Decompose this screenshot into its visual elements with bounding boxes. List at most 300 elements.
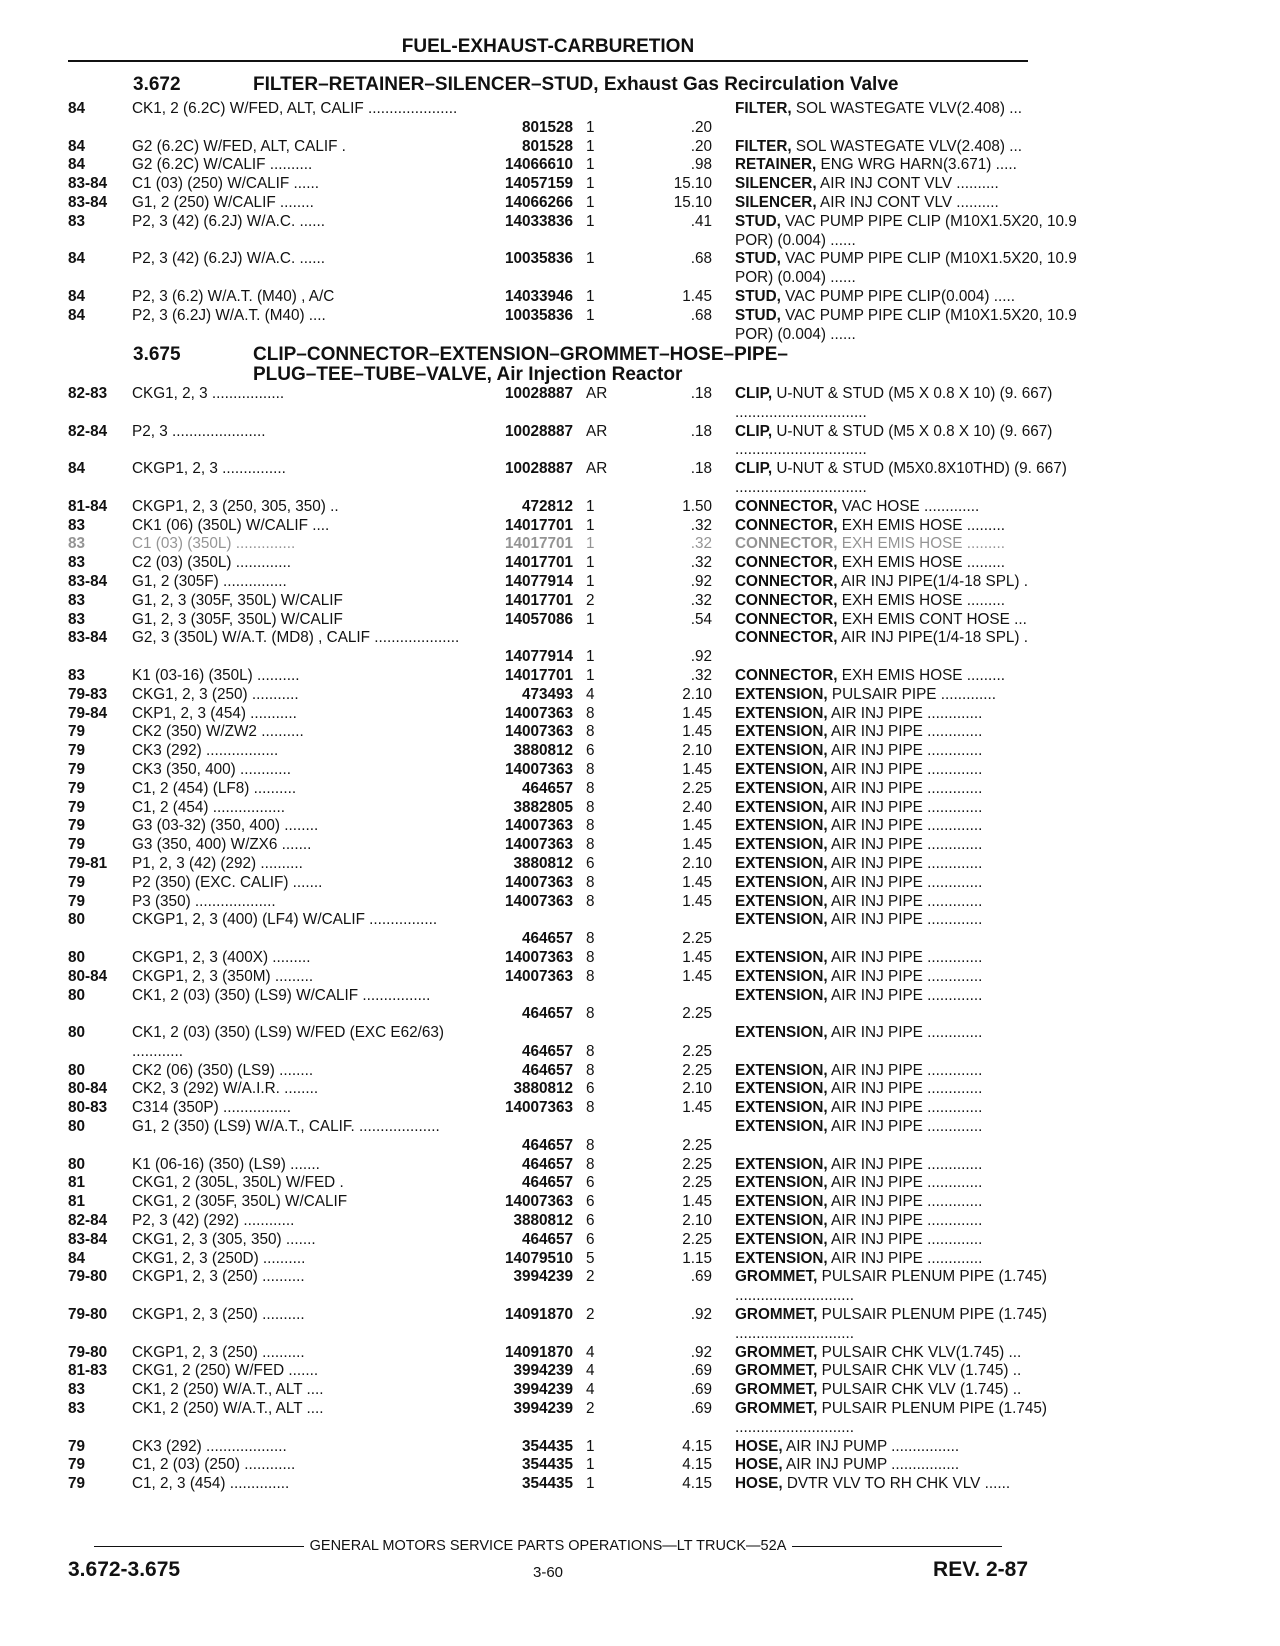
quantity: 5 — [586, 1249, 595, 1267]
application: CKG1, 2 (305L, 350L) W/FED . — [132, 1174, 344, 1192]
section-number: 3.675 — [133, 344, 181, 365]
price: .32 — [690, 516, 712, 534]
application: CK2, 3 (292) W/A.I.R. ........ — [132, 1080, 319, 1098]
part-detail: PULSAIR PLENUM PIPE (1.745) ............................ — [735, 1306, 1047, 1342]
part-detail: PULSAIR CHK VLV(1.745) ... — [817, 1343, 1022, 1361]
application: CK3 (292) ................. — [132, 742, 279, 760]
model-year: 84 — [68, 100, 86, 117]
part-name: GROMMET, — [735, 1343, 818, 1361]
part-name: EXTENSION, — [735, 854, 828, 872]
part-number: 10028887 — [504, 460, 573, 478]
quantity: AR — [586, 385, 608, 402]
part-detail: AIR INJ PIPE ............. — [827, 1212, 983, 1230]
price: 2.25 — [682, 1061, 712, 1079]
part-description — [735, 742, 1095, 761]
application: P3 (350) ................... — [132, 892, 276, 910]
application: P2 (350) (EXC. CALIF) ....... — [132, 873, 323, 891]
part-description — [735, 535, 1095, 554]
quantity: 1 — [586, 572, 595, 590]
part-number: 464657 — [521, 1155, 573, 1173]
part-name: SILENCER, — [735, 175, 817, 193]
application: P2, 3 (42) (6.2J) W/A.C. ...... — [132, 250, 325, 268]
model-year: 84 — [68, 250, 86, 268]
part-row — [68, 893, 1028, 912]
part-row — [68, 1062, 1028, 1081]
part-detail: AIR INJ PIPE ............. — [827, 779, 983, 797]
part-name: CLIP, — [735, 422, 773, 440]
part-number: 3994239 — [513, 1268, 573, 1286]
part-description — [735, 1268, 1095, 1306]
application: CKG1, 2, 3 (250) ........... — [132, 685, 299, 703]
model-year: 83-84 — [68, 572, 108, 590]
application: P2, 3 (6.2J) W/A.T. (M40) .... — [132, 306, 326, 324]
part-detail: ENG WRG HARN(3.671) ..... — [816, 156, 1017, 174]
part-name: GROMMET, — [735, 1400, 818, 1418]
price: 1.45 — [682, 948, 712, 966]
quantity: 8 — [586, 1005, 595, 1023]
quantity: 8 — [586, 873, 595, 891]
price: .54 — [690, 610, 712, 628]
quantity: AR — [586, 422, 608, 440]
model-year: 80 — [68, 948, 86, 966]
price: 2.10 — [682, 685, 712, 703]
part-name: EXTENSION, — [735, 1249, 828, 1267]
part-number: 14079510 — [504, 1249, 573, 1267]
price: 2.10 — [682, 742, 712, 760]
part-description — [735, 1193, 1095, 1212]
part-description — [735, 517, 1095, 536]
part-name: STUD, — [735, 250, 781, 268]
part-detail: AIR INJ PIPE ............. — [827, 817, 983, 835]
part-row — [68, 156, 1028, 175]
application: CK1, 2 (250) W/A.T., ALT .... — [132, 1400, 324, 1418]
part-detail: VAC PUMP PIPE CLIP(0.004) ..... — [780, 287, 1015, 305]
price: 1.45 — [682, 892, 712, 910]
part-description — [735, 1118, 1095, 1156]
application: CKGP1, 2, 3 (250, 305, 350) .. — [132, 497, 339, 515]
model-year: 83-84 — [68, 629, 108, 647]
price: 2.25 — [682, 1155, 712, 1173]
part-description — [735, 1400, 1095, 1438]
price: 15.10 — [673, 193, 712, 211]
part-description — [735, 911, 1095, 949]
application: C1, 2 (03) (250) ............ — [132, 1456, 296, 1474]
part-name: EXTENSION, — [735, 1024, 828, 1042]
price: 1.45 — [682, 817, 712, 835]
price: .32 — [690, 535, 712, 553]
part-number: 14057159 — [504, 175, 573, 193]
part-detail: AIR INJ PIPE ............. — [827, 1024, 983, 1042]
part-name: EXTENSION, — [735, 1099, 828, 1117]
part-number: 14007363 — [504, 1099, 573, 1117]
part-name: EXTENSION, — [735, 967, 828, 985]
part-name: EXTENSION, — [735, 760, 828, 778]
part-detail: EXH EMIS HOSE ......... — [837, 666, 1006, 684]
model-year: 79-81 — [68, 854, 108, 872]
part-row — [68, 1212, 1028, 1231]
price: .69 — [690, 1268, 712, 1286]
part-number: 14017701 — [504, 666, 573, 684]
part-row — [68, 422, 1053, 461]
price: .18 — [690, 422, 712, 440]
application: G3 (350, 400) W/ZX6 ....... — [132, 836, 312, 854]
part-detail: EXH EMIS HOSE ......... — [837, 591, 1006, 609]
part-detail: AIR INJ PIPE ............. — [827, 854, 983, 872]
quantity: 8 — [586, 1136, 595, 1154]
part-detail: AIR INJ PIPE(1/4-18 SPL) . — [837, 629, 1028, 647]
model-year: 80-84 — [68, 967, 108, 985]
model-year: 80 — [68, 986, 86, 1004]
price: 1.50 — [682, 497, 712, 515]
model-year: 81 — [68, 1174, 86, 1192]
quantity: 4 — [586, 1381, 595, 1399]
application: CKP1, 2, 3 (454) ........... — [132, 704, 297, 722]
part-description — [735, 874, 1095, 893]
application: G2, 3 (350L) W/A.T. (MD8) , CALIF .................... — [132, 629, 460, 647]
part-row — [68, 1174, 1028, 1193]
part-number: 14007363 — [504, 967, 573, 985]
footer-publisher — [68, 1538, 1028, 1554]
part-number: 464657 — [521, 930, 573, 948]
part-name: FILTER, — [735, 137, 792, 155]
part-detail: AIR INJ PIPE ............. — [827, 948, 983, 966]
part-number: 3882805 — [513, 798, 573, 816]
part-number: 464657 — [521, 1005, 573, 1023]
part-description — [735, 213, 1095, 251]
part-description — [735, 156, 1095, 175]
quantity: 1 — [586, 535, 595, 553]
application: CK2 (350) W/ZW2 .......... — [132, 723, 304, 741]
model-year: 81-83 — [68, 1362, 108, 1380]
model-year: 80 — [68, 911, 86, 929]
part-number: 14066610 — [504, 156, 573, 174]
part-number: 464657 — [521, 1174, 573, 1192]
part-number: 14007363 — [504, 723, 573, 741]
part-row — [68, 1381, 1028, 1400]
section-heading-3675 — [133, 345, 788, 385]
price: .41 — [690, 212, 712, 230]
part-detail: AIR INJ PIPE ............. — [827, 911, 983, 929]
part-description — [735, 723, 1095, 742]
part-detail: AIR INJ CONT VLV .......... — [816, 193, 999, 211]
price: 4.15 — [682, 1475, 712, 1493]
part-row — [68, 987, 1028, 1025]
part-row — [68, 968, 1028, 987]
footer-publisher-text: GENERAL MOTORS SERVICE PARTS OPERATIONS—LT TRUCK—52A — [309, 1538, 787, 1554]
price: .18 — [690, 385, 712, 402]
model-year: 79 — [68, 873, 86, 891]
part-row — [68, 780, 1028, 799]
part-name: GROMMET, — [735, 1381, 818, 1399]
part-description — [735, 498, 1095, 517]
part-description — [735, 1174, 1095, 1193]
part-name: GROMMET, — [735, 1362, 818, 1380]
price: 2.10 — [682, 1080, 712, 1098]
quantity: 8 — [586, 967, 595, 985]
part-row — [68, 592, 1028, 611]
part-description — [735, 817, 1095, 836]
part-description — [735, 1212, 1095, 1231]
part-detail: VAC PUMP PIPE CLIP (M10X1.5X20, 10.9 POR) (0.004) ...... — [735, 212, 1077, 249]
part-name: EXTENSION, — [735, 723, 828, 741]
part-description — [735, 194, 1095, 213]
part-number: 354435 — [521, 1475, 573, 1493]
model-year: 84 — [68, 460, 86, 478]
quantity: 8 — [586, 779, 595, 797]
part-number: 14017701 — [504, 516, 573, 534]
part-number: 14007363 — [504, 873, 573, 891]
quantity: 4 — [586, 685, 595, 703]
part-name: CONNECTOR, — [735, 666, 838, 684]
part-row — [68, 250, 1077, 288]
quantity: 8 — [586, 1061, 595, 1079]
price: 1.45 — [682, 1099, 712, 1117]
part-description — [735, 288, 1095, 307]
part-detail: AIR INJ PIPE ............. — [827, 836, 983, 854]
application: P2, 3 (42) (292) ............ — [132, 1212, 295, 1230]
price: 2.10 — [682, 1212, 712, 1230]
part-number: 14033946 — [504, 287, 573, 305]
footer-rule-left — [94, 1546, 304, 1547]
part-detail: AIR INJ PIPE ............. — [827, 742, 983, 760]
part-name: STUD, — [735, 306, 781, 324]
part-description — [735, 836, 1095, 855]
part-detail: VAC PUMP PIPE CLIP (M10X1.5X20, 10.9 POR) (0.004) ...... — [735, 306, 1077, 343]
application: P2, 3 (6.2) W/A.T. (M40) , A/C — [132, 287, 335, 305]
part-name: EXTENSION, — [735, 986, 828, 1004]
part-number: 801528 — [521, 118, 573, 136]
price: 1.45 — [682, 760, 712, 778]
part-number: 14007363 — [504, 836, 573, 854]
part-row — [68, 517, 1028, 536]
application: C2 (03) (350L) ............. — [132, 554, 291, 572]
part-name: EXTENSION, — [735, 742, 828, 760]
application: G1, 2 (250) W/CALIF ........ — [132, 193, 314, 211]
model-year: 83 — [68, 610, 86, 628]
part-number: 14007363 — [504, 817, 573, 835]
quantity: 1 — [586, 212, 595, 230]
price: 1.45 — [682, 723, 712, 741]
part-name: GROMMET, — [735, 1306, 818, 1324]
part-name: EXTENSION, — [735, 1061, 828, 1079]
part-number: 10035836 — [504, 250, 573, 268]
application: G2 (6.2C) W/FED, ALT, CALIF . — [132, 137, 346, 155]
part-detail: AIR INJ PIPE ............. — [827, 986, 983, 1004]
quantity: 4 — [586, 1362, 595, 1380]
part-detail: AIR INJ PIPE ............. — [827, 1230, 983, 1248]
part-detail: AIR INJ PIPE(1/4-18 SPL) . — [837, 572, 1028, 590]
quantity: 8 — [586, 892, 595, 910]
part-number: 14017701 — [504, 535, 573, 553]
part-description — [735, 573, 1095, 592]
part-detail: PULSAIR PIPE ............. — [827, 685, 996, 703]
part-detail: AIR INJ CONT VLV .......... — [816, 175, 999, 193]
part-description — [735, 592, 1095, 611]
part-row — [68, 836, 1028, 855]
price: .69 — [690, 1381, 712, 1399]
quantity: 2 — [586, 591, 595, 609]
part-detail: AIR INJ PIPE ............. — [827, 1174, 983, 1192]
part-name: EXTENSION, — [735, 911, 828, 929]
quantity: 1 — [586, 1456, 595, 1474]
part-row — [68, 498, 1028, 517]
part-description — [735, 1099, 1095, 1118]
quantity: 2 — [586, 1306, 595, 1324]
part-name: CONNECTOR, — [735, 572, 838, 590]
part-description — [735, 705, 1095, 724]
part-name: EXTENSION, — [735, 948, 828, 966]
section-title-line2: PLUG–TEE–TUBE–VALVE, Air Injection Reactor — [253, 364, 683, 385]
part-number: 14077914 — [504, 648, 573, 666]
section-title-line1: CLIP–CONNECTOR–EXTENSION–GROMMET–HOSE–PIPE– — [253, 344, 788, 365]
part-detail: AIR INJ PIPE ............. — [827, 873, 983, 891]
part-number: 472812 — [521, 497, 573, 515]
part-name: HOSE, — [735, 1475, 783, 1493]
application: CKG1, 2, 3 (305, 350) ....... — [132, 1230, 316, 1248]
quantity: 2 — [586, 1400, 595, 1418]
part-description — [735, 1231, 1095, 1250]
part-row — [68, 288, 1028, 307]
part-name: STUD, — [735, 287, 781, 305]
parts-table-3675 — [68, 385, 1067, 1494]
part-detail: AIR INJ PUMP ................ — [782, 1437, 960, 1455]
part-detail: EXH EMIS HOSE ......... — [837, 535, 1006, 553]
price: .69 — [690, 1362, 712, 1380]
part-detail: PULSAIR CHK VLV (1.745) .. — [817, 1362, 1022, 1380]
part-number: 14007363 — [504, 760, 573, 778]
part-number: 14017701 — [504, 554, 573, 572]
part-detail: VAC HOSE ............. — [837, 497, 980, 515]
part-detail: AIR INJ PIPE ............. — [827, 760, 983, 778]
part-row — [68, 799, 1028, 818]
quantity: 8 — [586, 948, 595, 966]
application: G1, 2, 3 (305F, 350L) W/CALIF — [132, 610, 343, 628]
application: C1, 2 (454) ................. — [132, 798, 286, 816]
part-row — [68, 138, 1028, 157]
part-detail: U-NUT & STUD (M5 X 0.8 X 10) (9. 667) ............................... — [735, 422, 1053, 459]
price: 1.45 — [682, 1193, 712, 1211]
quantity: 8 — [586, 1155, 595, 1173]
part-description — [735, 1062, 1095, 1081]
part-description — [735, 460, 1095, 498]
part-description — [735, 761, 1095, 780]
part-name: CONNECTOR, — [735, 554, 838, 572]
application: G1, 2 (305F) ............... — [132, 572, 287, 590]
part-name: STUD, — [735, 212, 781, 230]
part-number: 3880812 — [513, 742, 573, 760]
part-description — [735, 949, 1095, 968]
part-row — [68, 761, 1028, 780]
model-year: 84 — [68, 1249, 86, 1267]
part-description — [735, 667, 1095, 686]
application: P2, 3 (42) (6.2J) W/A.C. ...... — [132, 212, 325, 230]
part-description — [735, 1024, 1095, 1062]
part-row — [68, 949, 1028, 968]
part-name: RETAINER, — [735, 156, 817, 174]
part-description — [735, 138, 1095, 157]
part-row — [68, 911, 1028, 949]
quantity: AR — [586, 460, 608, 478]
part-description — [735, 100, 1095, 138]
part-row — [68, 1193, 1028, 1212]
part-description — [735, 423, 1095, 461]
part-name: EXTENSION, — [735, 685, 828, 703]
model-year: 79 — [68, 817, 86, 835]
part-row — [68, 1344, 1028, 1363]
part-number: 14007363 — [504, 1193, 573, 1211]
part-description — [735, 799, 1095, 818]
part-row — [68, 1250, 1028, 1269]
part-description — [735, 1381, 1095, 1400]
part-description — [735, 307, 1095, 345]
model-year: 83 — [68, 554, 86, 572]
part-row — [68, 855, 1028, 874]
price: 2.25 — [682, 930, 712, 948]
part-name: EXTENSION, — [735, 873, 828, 891]
application: CK1, 2 (6.2C) W/FED, ALT, CALIF ..................... — [132, 100, 458, 117]
part-name: SILENCER, — [735, 193, 817, 211]
part-name: CONNECTOR, — [735, 629, 838, 647]
section-heading-3672 — [133, 75, 898, 95]
part-name: EXTENSION, — [735, 892, 828, 910]
model-year: 84 — [68, 156, 86, 174]
part-description — [735, 1306, 1095, 1344]
part-name: EXTENSION, — [735, 1193, 828, 1211]
revision-label: REV. 2-87 — [933, 1558, 1028, 1581]
part-row — [68, 611, 1028, 630]
part-description — [735, 385, 1095, 423]
part-name: EXTENSION, — [735, 1118, 828, 1136]
quantity: 6 — [586, 742, 595, 760]
quantity: 1 — [586, 516, 595, 534]
price: .18 — [690, 460, 712, 478]
part-detail: PULSAIR CHK VLV (1.745) .. — [817, 1381, 1022, 1399]
application: CKGP1, 2, 3 (350M) ......... — [132, 967, 314, 985]
model-year: 81-84 — [68, 497, 108, 515]
part-row — [68, 817, 1028, 836]
price: 4.15 — [682, 1437, 712, 1455]
application: CKGP1, 2, 3 ............... — [132, 460, 286, 478]
price: .20 — [690, 137, 712, 155]
part-row — [68, 629, 1028, 667]
part-description — [735, 1344, 1095, 1363]
quantity: 4 — [586, 1343, 595, 1361]
part-name: FILTER, — [735, 100, 792, 117]
part-row — [68, 1024, 1028, 1062]
price: .69 — [690, 1400, 712, 1418]
application: P1, 2, 3 (42) (292) .......... — [132, 854, 303, 872]
part-number: 801528 — [521, 137, 573, 155]
part-number: 3880812 — [513, 1080, 573, 1098]
part-name: EXTENSION, — [735, 1080, 828, 1098]
part-description — [735, 780, 1095, 799]
part-description — [735, 893, 1095, 912]
price: 2.25 — [682, 1042, 712, 1060]
model-year: 82-84 — [68, 1212, 108, 1230]
model-year: 83 — [68, 516, 86, 534]
part-number: 3880812 — [513, 1212, 573, 1230]
part-number: 14091870 — [504, 1343, 573, 1361]
application: CKGP1, 2, 3 (400) (LF4) W/CALIF ................ — [132, 911, 438, 929]
part-name: HOSE, — [735, 1456, 783, 1474]
part-name: EXTENSION, — [735, 704, 828, 722]
part-name: CONNECTOR, — [735, 497, 838, 515]
part-number: 14077914 — [504, 572, 573, 590]
part-number: 3880812 — [513, 854, 573, 872]
model-year: 82-84 — [68, 422, 108, 440]
part-description — [735, 968, 1095, 987]
part-row — [68, 874, 1028, 893]
